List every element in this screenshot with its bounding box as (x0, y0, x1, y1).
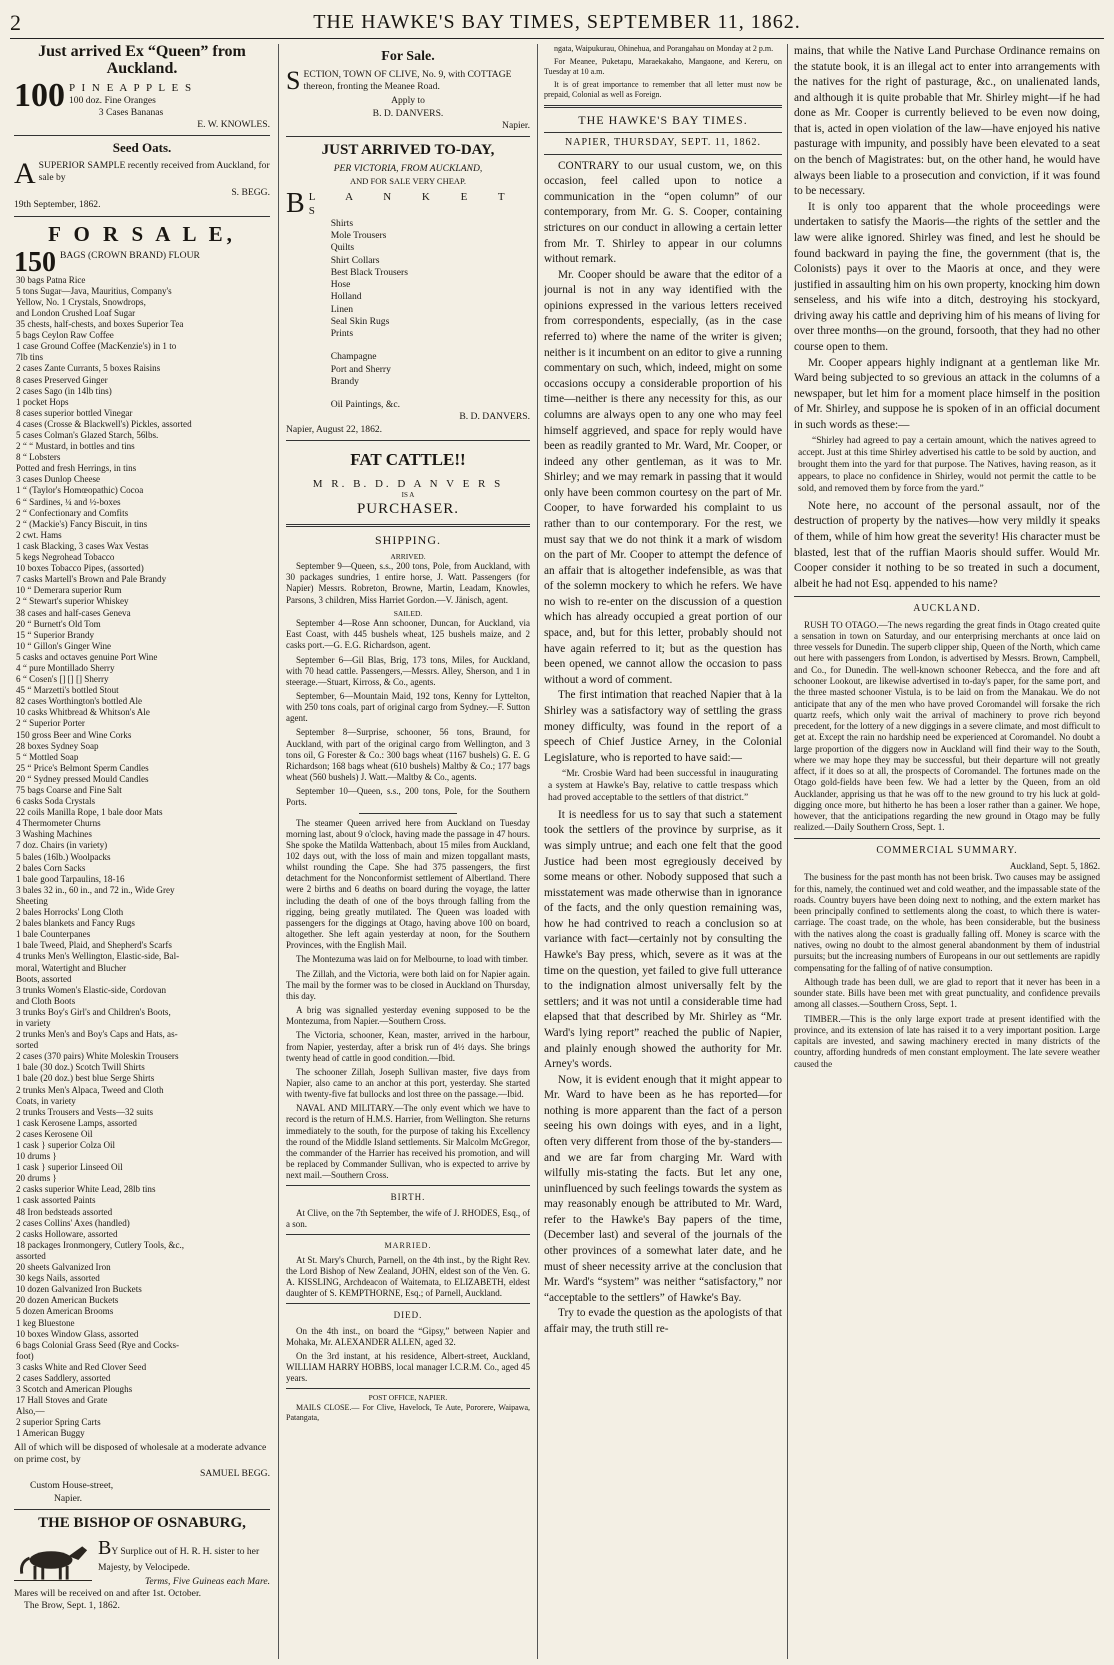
for-sale-item: 5 bales (16lb.) Woolpacks (16, 851, 111, 862)
for-sale-item: 10 casks Whitbread & Whitson's Ale (16, 707, 150, 718)
birth-text: At Clive, on the 7th September, the wife of J. RHODES, Esq., of a son. (286, 1207, 530, 1229)
married-text: At St. Mary's Church, Parnell, on the 4th inst., by the Right Rev. the Lord Bishop of New Zealand, JOHN, eldest son of the Ven. G. A. KISSLING, Archdeacon of Waitemata, to ELIZABETH, eldest daughter of S. KEMPTHORNE, Esq.; of Parnell, Auckland. (286, 1254, 530, 1299)
for-sale-item: 1 bale (20 doz.) best blue Serge Shirts (16, 1073, 155, 1084)
post-office-notice (286, 1393, 530, 1422)
seed-oats-advert (14, 140, 270, 211)
arrived-item: Seal Skin Rugs (330, 315, 390, 327)
for-sale-item: 8 cases Preserved Ginger (16, 374, 108, 385)
for-sale-item: 18 packages Ironmongery, Cutlery Tools, &c., (16, 1239, 185, 1250)
for-sale-item: 10 “ Gillon's Ginger Wine (16, 640, 112, 651)
for-sale-list (14, 275, 270, 1440)
for-sale-item: in variety (16, 1017, 51, 1028)
advert-line: 100 doz. Fine Oranges (69, 94, 156, 106)
post-line: For Meanee, Puketapu, Maraekakaho, Mangaone, and Kereru, on Tuesday at 10 a.m. (544, 56, 782, 76)
editorial-paragraph: The first intimation that reached Napier that à la Shirley was a satisfactory way of settling the grass money difficulty, was found in the report of a speech of Chief Justice Arney, in the Colonial Legislature, who is reported to have said:— (544, 689, 782, 764)
blankets-label: L A N K E T S (308, 190, 519, 217)
pineapple-count: 100 (14, 76, 65, 114)
for-sale-item: 38 cases and half-cases Geneva (16, 607, 131, 618)
for-sale-item: 1 bale good Tarpaulins, 18-16 (16, 873, 125, 884)
masthead (10, 8, 1104, 39)
for-sale-item: 5 kegs Negrohead Tobacco (16, 552, 115, 563)
married-heading: MARRIED. (384, 1240, 432, 1250)
arrived-item: Best Black Trousers (330, 266, 408, 278)
editorial-paragraph: CONTRARY to our usual custom, we, on this occasion, feel called upon to notice a communication in the “open column” of our contemporary, from Mr. G. S. Cooper, containing strictures on our conduct in allowing a certain letter from Mr. T. Shirley to appear in our columns without remark. (544, 159, 782, 266)
sailed-label: SAILED. (393, 608, 423, 618)
for-sale-item: 1 bale Tweed, Plaid, and Shepherd's Scarfs (16, 940, 172, 951)
advert-signature: B. D. DANVERS. (372, 107, 444, 119)
for-sale-item: 2 casks superior White Lead, 28lb tins (16, 1184, 156, 1195)
for-sale-item: 1 American Buggy (16, 1428, 85, 1439)
for-sale-item: 1 cask } superior Linseed Oil (16, 1162, 123, 1173)
fat-cattle-heading: FAT CATTLE!! (350, 449, 466, 469)
for-sale-item: 20 “ Sydney pressed Mould Candles (16, 773, 149, 784)
bishop-advert (14, 1514, 270, 1613)
commercial-paragraph: TIMBER.—This is the only large export trade at present identified with the province, and its extension of late has raised it to a very important position. Large capitals are invested, and sawing machinery erected in many districts of the country, affording hundreds of men constant employment. The late severe weather caused the (794, 1013, 1100, 1069)
for-sale-item: 10 dozen Galvanized Iron Buckets (16, 1284, 142, 1295)
arrived-item (331, 340, 530, 351)
for-sale-item: 2 cases (370 pairs) White Moleskin Trousers (16, 1051, 179, 1062)
for-sale-item: 1 cask Kerosene Lamps, assorted (16, 1117, 137, 1128)
for-sale-item: 45 “ Marzetti's bottled Stout (16, 685, 119, 696)
advert-signature: B. D. DANVERS. (459, 411, 530, 423)
for-sale-item: 1 keg Bluestone (16, 1317, 75, 1328)
column-3 (544, 44, 782, 1659)
for-sale-item: 2 “ Confectionary and Comfits (16, 507, 129, 518)
for-sale-item: 25 “ Price's Belmont Sperm Candles (16, 762, 149, 773)
advert-address: Custom House-street, (30, 1480, 114, 1492)
dropcap: B (286, 187, 305, 219)
horse-illustration (14, 1538, 92, 1584)
for-sale-item: 3 trunks Boy's Girl's and Children's Boots, (16, 1006, 171, 1017)
dropcap: A (14, 157, 36, 191)
editorial-paragraph: mains, that while the Native Land Purchase Ordinance remains on the statute book, it is an illegal act to enter into arrangements with the natives for the right of pasturage, &c., on unalienated lands, and although it is quite probable that Mr. Shirley might—if he had done as Mr. Cooper is currently believed to be even now doing, that is, acted in open violation of the law—have enjoyed his native pasturage with impunity, and possibly have been elevated to a seat on the bench of Magistrates: but, on the other hand, he would have always been liable to a prosecution and conviction, if it was found to be necessary. (794, 45, 1100, 198)
column-1 (14, 44, 270, 1659)
queen-advert-heading: Just arrived Ex “Queen” from Auckland. (38, 44, 246, 77)
for-sale-item: 2 superior Spring Carts (16, 1417, 101, 1428)
shipping-news: The schooner Zillah, Joseph Sullivan master, five days from Napier, also came to an anchor at this port, yesterday. She started with twenty-five fat bullocks and lost three on the passage.—Ibid. (286, 1066, 530, 1100)
for-sale-item: 10 boxes Tobacco Pipes, (assorted) (16, 563, 144, 574)
column-4 (794, 44, 1100, 1659)
section-for-sale-advert (286, 48, 530, 132)
for-sale-item: Sheeting (16, 895, 48, 906)
advert-signature: SAMUEL BEGG. (200, 1468, 270, 1480)
for-sale-item: 2 trunks Men's Alpaca, Tweed and Cloth (16, 1084, 164, 1095)
for-sale-item: 5 tons Sugar—Java, Mauritius, Company's (16, 285, 172, 296)
for-sale-item: 2 cases Collins' Axes (handled) (16, 1217, 130, 1228)
for-sale-heading: For Sale. (381, 49, 435, 64)
post-line: ngata, Waipukurau, Ohinehua, and Porangahau on Monday at 2 p.m. (554, 44, 774, 53)
for-sale-item: 4 Thermometer Churns (16, 818, 101, 829)
flour-label: BAGS (CROWN BRAND) FLOUR (60, 249, 200, 261)
section-text: ECTION, TOWN OF CLIVE, No. 9, with COTTAGE thereon, fronting the Meanee Road. (303, 68, 512, 93)
for-sale-item: 10 drums } (16, 1151, 57, 1162)
for-sale-item: Boots, assorted (16, 973, 72, 984)
for-sale-item: 5 cases Colman's Glazed Starch, 56lbs. (16, 430, 159, 440)
for-sale-item: 6 bags Colonial Grass Seed (Rye and Cocks- (16, 1339, 180, 1350)
for-sale-item: 17 Hall Stoves and Grate (16, 1395, 108, 1406)
for-sale-item: moral, Watertight and Blucher (16, 962, 127, 973)
for-sale-item: 28 boxes Sydney Soap (16, 740, 99, 751)
for-sale-item: 2 cases Sago (in 14lb tins) (16, 385, 112, 396)
for-sale-item: 30 bags Patna Rice (16, 274, 86, 285)
for-sale-item: 3 cases Dunlop Cheese (16, 474, 101, 485)
for-sale-item: 2 “ Stewart's superior Whiskey (16, 596, 129, 607)
shipping-news: NAVAL AND MILITARY.—The only event which we have to record is the return of H.M.S. Harrier, from Wellington. She returns immediately to the south, for the purpose of taking his Excellency the round of the Middle Island settlements. Sir Malcolm McGregor, the commander of the Harrier has received his promotion, and will be replaced by Commander Sullivan, who is expected to arrive by next mail.—Southern Cross. (286, 1103, 530, 1181)
page-number: 2 (10, 10, 21, 35)
bishop-terms: Terms, Five Guineas each Mare. (144, 1575, 270, 1587)
for-sale-item: 1 bale Counterpanes (16, 929, 91, 940)
just-arrived-advert (286, 141, 530, 436)
seed-oats-text: SUPERIOR SAMPLE recently received from Auckland, for sale by (38, 160, 270, 184)
commercial-dateline: Auckland, Sept. 5, 1862. (1009, 861, 1100, 872)
arrived-item: Holland (330, 291, 362, 303)
commercial-heading: COMMERCIAL SUMMARY. (876, 844, 1018, 856)
bishop-text: Y Surplice out of H. R. H. sister to her Majesty, by Velocipede. (98, 1546, 260, 1573)
editorial-paragraph: Now, it is evident enough that it might appear to Mr. Ward to have been as he has reported—for nothing is more apparent than the fact of a person seeing his own doings with eyes, and in a light, often very different from those of the by-standers—and we are far from charging Mr. Ward with wilfully mis-stating the facts. But let any one, uninfluenced by such feelings towards the system as may reasonably enough be attributed to Mr. Ward, refer to the Hawke's Bay papers of the time, (December last) and several of the journals of the other provinces of a somewhat later date, and he must of sheer necessity arrive at the conclusion that Mr. Ward's “system” was neither “satisfactory,” nor “acceptable to the settlers” of Hawke's Bay. (544, 1073, 782, 1304)
died-heading: DIED. (393, 1310, 423, 1321)
editorial-dateline: NAPIER, THURSDAY, SEPT. 11, 1862. (565, 136, 761, 148)
editorial-paragraph: Try to evade the question as the apologists of that affair may, the truth still re- (544, 1307, 782, 1335)
for-sale-item: 2 bales Horrocks' Long Cloth (16, 907, 124, 918)
for-sale-item: 2 bales Corn Sacks (16, 862, 86, 873)
for-sale-item: 8 “ Lobsters (16, 452, 61, 463)
shipping-news: The Montezuma was laid on for Melbourne, to load with timber. (296, 954, 528, 965)
shipping-entry: September 10—Queen, s.s., 200 tons, Pole, for the Southern Ports. (286, 786, 530, 808)
died-entry: On the 4th inst., on board the “Gipsy,” between Napier and Mohaka, Mr. ALEXANDER ALLEN, aged 32. (286, 1325, 530, 1347)
arrived-item: Oil Paintings, &c. (330, 399, 400, 411)
bishop-mares: Mares will be received on and after 1st. October. (14, 1588, 202, 1600)
shipping-news: The Victoria, schooner, Kean, master, arrived in the harbour, from Napier, yesterday, after a brisk run of 4½ days. She brings twenty head of cattle in good condition.—Ibid. (286, 1030, 530, 1063)
for-sale-item: 150 gross Beer and Wine Corks (16, 729, 132, 740)
for-sale-advert (14, 221, 270, 1505)
editorial-quote: “Mr. Crosbie Ward had been successful in inaugurating a system at Hawke's Bay, relative to cattle trespass which had proved acceptable to the settlers of that district.” (548, 769, 778, 803)
newspaper-title: THE HAWKE'S BAY TIMES, SEPTEMBER 11, 1862. (313, 11, 801, 33)
dropcap: B (98, 1537, 112, 1560)
post-office-continued (544, 44, 782, 100)
just-arrived-sub2: AND FOR SALE VERY CHEAP. (350, 175, 466, 186)
arrived-goods-list (309, 218, 530, 412)
died-notice (286, 1310, 530, 1384)
auckland-paragraph: RUSH TO OTAGO.—The news regarding the great finds in Otago created quite a sensation in town on Saturday, and our enterprising merchants at once laid on three vessels for Dunedin. The superb clipper ship, Queen of the North, which came out here with passengers from London, is advertised by Messrs. Brown, Campbell, and Co., for Dunedin. The well-known schooner Rebecca, and the fore and aft schooner Lookout, are likewise advertised in to-day's paper, for the same port, and the three masted schooner Vistula, is to be laid on from the Manakau. We do not anticipate that any of the men who have proved Coromandel will forsake the rich quartz reefs, which only wait the arrival of machinery to prove rich beyond precedent, for the lottery of a new diggings in a severe climate, and most difficult to get at. Except the rain no hardship need be experienced at Coromandel. No doubt a large proportion of the diggers now in Auckland will find their way to the South, where we may hope they may be successful, but their departure will not greatly affect, if it does so at all, the prospects of Coromandel. The fortunes made on the Otago gold-fields have been few. We had a letter by the Queen, from an old Aucklander, apprising us that he was off to the new ground to try his luck at gold-digging once more, but hitherto he has been a loser rather than a gainer. We hope, however, that the anticipations regarding the new ground in Otago may be fully realized.—Daily Southern Cross, Sept. 1. (794, 619, 1100, 833)
for-sale-item: Yellow, No. 1 Crystals, Snowdrops, (16, 296, 146, 307)
advert-date: 19th September, 1862. (14, 199, 101, 211)
for-sale-item: 8 cases superior bottled Vinegar (16, 407, 133, 418)
fat-cattle-is-a: IS A (401, 490, 415, 499)
for-sale-item: 22 coils Manilla Rope, 1 bale door Mats (16, 807, 163, 818)
arrived-item: Mole Trousers (330, 229, 387, 241)
commercial-summary (794, 845, 1100, 1070)
shipping-entry: September, 6—Mountain Maid, 192 tons, Kenny for Lyttelton, with 250 tons coals, part of original cargo from Sydney.—F. Sutton agent. (286, 690, 530, 724)
died-entry: On the 3rd instant, at his residence, Albert-street, Auckland, WILLIAM HARRY HOBBS, local manager I.C.R.M. Co., aged 45 years. (286, 1350, 530, 1384)
commercial-paragraph: Although trade has been dull, we are glad to report that it never has been in a sounder state. Bills have been met with great punctuality, and confidence prevails among all classes.—Southern Cross, Sept. 1. (794, 976, 1100, 1010)
birth-notice (286, 1192, 530, 1229)
auckland-heading: AUCKLAND. (913, 603, 981, 615)
for-sale-item: 2 bales blankets and Fancy Rugs (16, 918, 135, 929)
for-sale-item: 3 bales 32 in., 60 in., and 72 in., Wide Grey (16, 884, 175, 895)
for-sale-item: 2 cases Zante Currants, 5 boxes Raisins (16, 363, 161, 374)
for-sale-item: 2 cases Saddlery, assorted (16, 1372, 111, 1383)
editorial-paragraph: Mr. Cooper should be aware that the editor of a journal is not in any way identified with the opinions expressed in the various letters received from correspondents, especially, (as in the case referred to) where the name of the writer is given; neither is it incumbent on an editor to give a running commentary on such, which, indeed, might on some occasions occupy a considerable proportion of his time—neither is there any necessity for this, as our columns are always open to any one who may feel himself aggrieved, and space for reply would have been as readily granted to Mr. Ward, Mr. Cooper, or indeed any other gentleman, as it was to Mr. Shirley; and we may remark in passing that it would only have been common courtesy on the part of Mr. Cooper, to have forwarded his complaint to us rather than to our contemporary. For the rest, we must say that we do not think it a mark of wisdom on the part of Mr. Cooper to attempt the defence of an affair that is altogether indefensible, as was that of the solemn mockery to which he refers. We have no wish to re-enter on the discussion of a question which has already occupied a great portion of our space, and, but for this letter, probably should not have again referred to it; but as the question has been opened, we cannot allow the occasion to pass without a word of comment. (544, 268, 782, 686)
for-sale-item: 6 “ Cosen's [] [] [] Sherry (16, 674, 109, 685)
shipping-entry: September 6—Gil Blas, Brig, 173 tons, Miles, for Auckland, with 70 head cattle. Passengers,—Messrs. Alley, Sherson, and 1 in steerage.—Stuart, Kirross, & Co., agents. (286, 654, 530, 687)
for-sale-item: 3 Washing Machines (16, 829, 92, 840)
for-sale-item: 20 dozen American Buckets (16, 1295, 119, 1306)
for-sale-item: Coats, in variety (16, 1095, 76, 1106)
for-sale-item: 20 sheets Galvanized Iron (16, 1262, 111, 1273)
for-sale-item: 1 cask assorted Paints (16, 1195, 96, 1206)
arrived-item: Brandy (330, 375, 359, 387)
for-sale-item: 2 “ Superior Porter (16, 718, 85, 729)
for-sale-item: 35 chests, half-chests, and boxes Superior Tea (16, 319, 184, 330)
for-sale-item: 7lb tins (16, 352, 44, 363)
post-office-heading: POST OFFICE, NAPIER. (368, 1393, 448, 1403)
shipping-news: The Zillah, and the Victoria, were both laid on for Napier again. The mail by the former was to be closed in Auckland on Thursday, this day. (286, 968, 530, 1001)
for-sale-item: 1 bale (30 doz.) Scotch Twill Shirts (16, 1062, 145, 1073)
for-sale-item: 82 cases Worthington's bottled Ale (16, 696, 143, 707)
for-sale-item: 20 drums } (16, 1173, 57, 1184)
for-sale-item: and London Crushed Loaf Sugar (16, 307, 136, 318)
for-sale-item: 5 casks and octaves genuine Port Wine (16, 651, 158, 662)
for-sale-item: 10 “ Demerara superior Rum (16, 585, 122, 596)
arrived-item (331, 388, 530, 399)
for-sale-closing: All of which will be disposed of wholesale at a moderate advance on prime cost, by (14, 1441, 267, 1465)
for-sale-heading: F O R S A L E, (48, 221, 236, 246)
for-sale-item: 5 dozen American Brooms (16, 1306, 114, 1317)
auckland-section (794, 603, 1100, 833)
for-sale-item: 1 cask } superior Colza Oil (16, 1140, 116, 1150)
bishop-heading: THE BISHOP OF OSNABURG, (38, 1514, 246, 1531)
advert-address: Napier. (54, 1492, 82, 1504)
for-sale-item: 4 “ pure Montillado Sherry (16, 662, 115, 673)
for-sale-item: 75 bags Coarse and Fine Salt (16, 785, 122, 795)
for-sale-item: 15 “ Superior Brandy (16, 629, 95, 640)
post-line: It is of great importance to remember that all letter must now be prepaid, Colonial as well as Foreign. (544, 79, 782, 99)
bishop-footer: The Brow, Sept. 1, 1862. (24, 1600, 120, 1612)
column-divider (787, 44, 788, 1659)
column-divider (278, 44, 279, 1659)
for-sale-item: 1 cask Blacking, 3 cases Wax Vestas (16, 540, 149, 551)
editorial-body (544, 159, 782, 1338)
fat-cattle-purchaser: PURCHASER. (356, 500, 460, 517)
for-sale-item: 1 pocket Hops (16, 396, 69, 407)
shipping-entry: September 9—Queen, s.s., 200 tons, Pole, from Auckland, with 30 packages sundries, 1 entire horse, J. Watt. Passengers (for Napier) Messrs. Robreton, Browne, Martin, Leadam, Knowles, Parsons, 3 children, Miss Harriet Gordon.—V. Jänisch, agent. (286, 561, 530, 605)
column-2 (286, 44, 530, 1659)
advert-place: Napier. (502, 119, 530, 131)
just-arrived-sub: PER VICTORIA, FROM AUCKLAND, (333, 163, 483, 175)
for-sale-item: 1 case Ground Coffee (MacKenzie's) in 1 to (16, 341, 177, 352)
for-sale-item: 4 cases (Crosse & Blackwell's) Pickles, assorted (16, 418, 192, 429)
for-sale-item: 2 trunks Trousers and Vests—32 suits (16, 1106, 154, 1117)
just-arrived-heading: JUST ARRIVED TO-DAY, (321, 142, 495, 159)
for-sale-item: Potted and fresh Herrings, in tins (16, 463, 137, 474)
dropcap: S (286, 65, 301, 95)
advert-signature: S. BEGG. (231, 187, 270, 199)
arrived-item: Quilts (330, 242, 355, 254)
arrived-item: Port and Sherry (330, 363, 391, 375)
for-sale-item: 5 bags Ceylon Raw Coffee (16, 330, 114, 341)
advert-line: 3 Cases Bananas (98, 106, 164, 118)
birth-heading: BIRTH. (390, 1192, 426, 1203)
editorial-paragraph: It is needless for us to say that such a statement took the settlers of the province by surprise, as it was simply untrue; and each one felt that the good Justice had been most egregiously deceived by some means or other. Nobody supposed that such a misstatement was made otherwise than in ignorance of the facts, and the only question remaining was, how he had contrived to reach a conclusion so at variance with fact—certainly not by consulting the Hawke's Bay press, which, severe as it was at the time on the question, yet failed to give full utterance to the indignation almost universally felt by the settlers; and it was not until a considerable time had elapsed that that described by Mr. Shirley as “Mr. Ward's lying report” reached the public of Napier, and plainly enough showed the authority for Mr. Arney's words. (544, 808, 782, 1071)
commercial-paragraph: The business for the past month has not been brisk. Two causes may be assigned for this, namely, the continued wet and cold weather, and the impassable state of the roads. Country buyers have been doing next to nothing, and the extern market has been principally confined to settlements along the coast, to which there is water-carriage. The coast trade, on the whole, has been considerable, but the business with the natives along the coast is gradually falling off. Money is scarce with the natives, owing no doubt to the almost general abandonment by them of industrial pursuits; but the increasing numbers of Europeans in our out settlements are rapidly compensating for the falling of of native consumption. (794, 872, 1100, 973)
for-sale-item: 48 Iron bedsteads assorted (16, 1206, 113, 1217)
shipping-news: A brig was signalled yesterday evening supposed to be the Montezuma, from Napier.—Southern Cross. (286, 1005, 530, 1027)
editorial-quote: “Shirley had agreed to pay a certain amount, which the natives agreed to accept. Just at this time Shirley advertised his cattle to be sold by auction, and brought them into the yard for that purpose. The Natives, having reason, as it appears, to place no confidence in Shirley, would not permit the cattle to be sold, and removed them by force from the yard.” (798, 436, 1096, 494)
queen-advert (14, 44, 270, 131)
for-sale-item: 2 “ “ Mustard, in bottles and tins (16, 441, 135, 452)
for-sale-item: 3 Scotch and American Ploughs (16, 1384, 133, 1395)
shipping-news: The steamer Queen arrived here from Auckland on Tuesday morning last, about 9 o'clock, having made the passage in 47 hours. She spoke the Matilda Wattenbach, about 15 miles from Auckland, 102 days out, with the loss of main and mizen topgallant masts, whilst rounding the Cape. She had 375 passengers, the first detachment for the Nonconformist settlement of Albertland. There were 2 births and 6 deaths on board during the voyage, the latter including the death of one of the boys through falling from the rigging, being greatly mutilated. The Queen was loaded with passengers for the diggings at Otago, having above 100 on board, altogether. She left again yesterday at noon, for the Southern Provinces, with the English Mail. (286, 817, 530, 951)
for-sale-item: and Cloth Boots (16, 995, 76, 1006)
for-sale-item: 3 casks White and Red Clover Seed (16, 1361, 147, 1372)
for-sale-item: 2 cwt. Hams (16, 529, 62, 540)
advert-signature: E. W. KNOWLES. (197, 119, 270, 131)
for-sale-item: 20 “ Burnett's Old Tom (16, 618, 101, 629)
for-sale-item: foot) (16, 1350, 34, 1361)
editorial-continued (794, 44, 1100, 592)
for-sale-item: 30 kegs Nails, assorted (16, 1273, 100, 1284)
editorial-paragraph: Note here, no account of the personal assault, nor of the destruction of property by the natives—how very mildly it speaks of them, while of him how great the severity! His character must be blasted, lest that of the ruffian Maoris should suffer. Would Mr. Cooper consider it nothing to be so treated in such a document, albeit he had not Esq. appended to his name? (794, 499, 1100, 590)
shipping-entry: September 8—Surprise, schooner, 56 tons, Braund, for Auckland, with part of the original cargo from Wellington, and 3 tons oil, G Forester & Co.: 300 bags wheat (1167 bushels) G. E. G Richardson; 168 bags wheat (610 bushels) Maltby & Co.; 177 bags wheat (560 bushels) J. Watt.—Maltby & Co., agents. (286, 727, 530, 783)
for-sale-item: 1 “ (Taylor's Homœopathic) Cocoa (16, 485, 144, 496)
for-sale-item: 7 doz. Chairs (in variety) (16, 840, 108, 851)
for-sale-item: 4 trunks Men's Wellington, Elastic-side, Bal- (16, 951, 180, 962)
pineapple-label: P I N E A P P L E S (69, 81, 194, 94)
for-sale-item: 5 “ Mottled Soap (16, 751, 79, 762)
apply-to: Apply to (391, 95, 425, 107)
arrived-label: ARRIVED. (390, 551, 426, 561)
for-sale-item: assorted (16, 1250, 46, 1261)
flour-count: 150 (14, 246, 56, 278)
shipping-heading: SHIPPING. (374, 532, 441, 547)
for-sale-item: 6 “ Sardines, ¼ and ½-boxes (16, 496, 121, 507)
fat-cattle-advert (286, 449, 530, 519)
arrived-item: Prints (330, 328, 354, 340)
shipping-entry: September 4—Rose Ann schooner, Duncan, for Auckland, via East Coast, with 445 bushels wheat, 125 bushels maize, and 2 casks port.—G. E.G. Richardson, agent. (286, 618, 530, 651)
married-notice (286, 1241, 530, 1300)
for-sale-item: 2 cases Kerosene Oil (16, 1128, 93, 1139)
for-sale-item: Also,— (16, 1406, 45, 1417)
arrived-item: Shirts (330, 217, 354, 229)
arrived-item: Hose (330, 279, 351, 291)
for-sale-item: 6 casks Soda Crystals (16, 796, 96, 807)
for-sale-item: 2 trunks Men's and Boy's Caps and Hats, as- (16, 1029, 178, 1040)
for-sale-item: sorted (16, 1040, 39, 1051)
advert-date: Napier, August 22, 1862. (286, 423, 383, 435)
editorial-paper-title: THE HAWKE'S BAY TIMES. (578, 112, 748, 127)
for-sale-item: 7 casks Martell's Brown and Pale Brandy (16, 574, 167, 585)
fat-cattle-name: M R. B. D. D A N V E R S (312, 477, 504, 490)
for-sale-item: 10 boxes Window Glass, assorted (16, 1328, 139, 1339)
for-sale-item: 2 “ (Mackie's) Fancy Biscuit, in tins (16, 518, 148, 529)
editorial-paragraph: Mr. Cooper appears highly indignant at a gentleman like Mr. Ward being subjected to so grevious an attack in the columns of a newspaper, but let him for a moment place himself in the position of Mr. Shirley, and suppose he is spoken of in an official document in such words as these:— (794, 356, 1100, 431)
arrived-item: Shirt Collars (330, 254, 380, 266)
arrived-item: Linen (330, 303, 354, 315)
for-sale-item: 2 casks Holloware, assorted (16, 1228, 118, 1239)
shipping-section (286, 533, 530, 1181)
post-office-text: MAILS CLOSE.— For Clive, Havelock, Te Aute, Pororere, Waipawa, Patangata, (286, 1402, 530, 1422)
seed-oats-heading: Seed Oats. (112, 140, 172, 156)
editorial-paragraph: It is only too apparent that the whole proceedings were undertaken to satisfy the Maoris—the rights of the settler and the law were alike ignored. Shirley was fined, and lest he should be found backward in paying the fine, the government (that is, the Colonists) pays it over to the Maoris at once, and they were justified in assaulting him on his own property, knocking him down senseless, and his wife into a ditch, destroying his stockyard, driving away his cattle and depriving him of his means of living for over three months—on the ground, forsooth, that they had no other course open to them. (794, 200, 1100, 353)
column-divider (537, 44, 538, 1659)
arrived-item: Champagne (330, 351, 377, 363)
for-sale-item: 3 trunks Women's Elastic-side, Cordovan (16, 984, 167, 995)
